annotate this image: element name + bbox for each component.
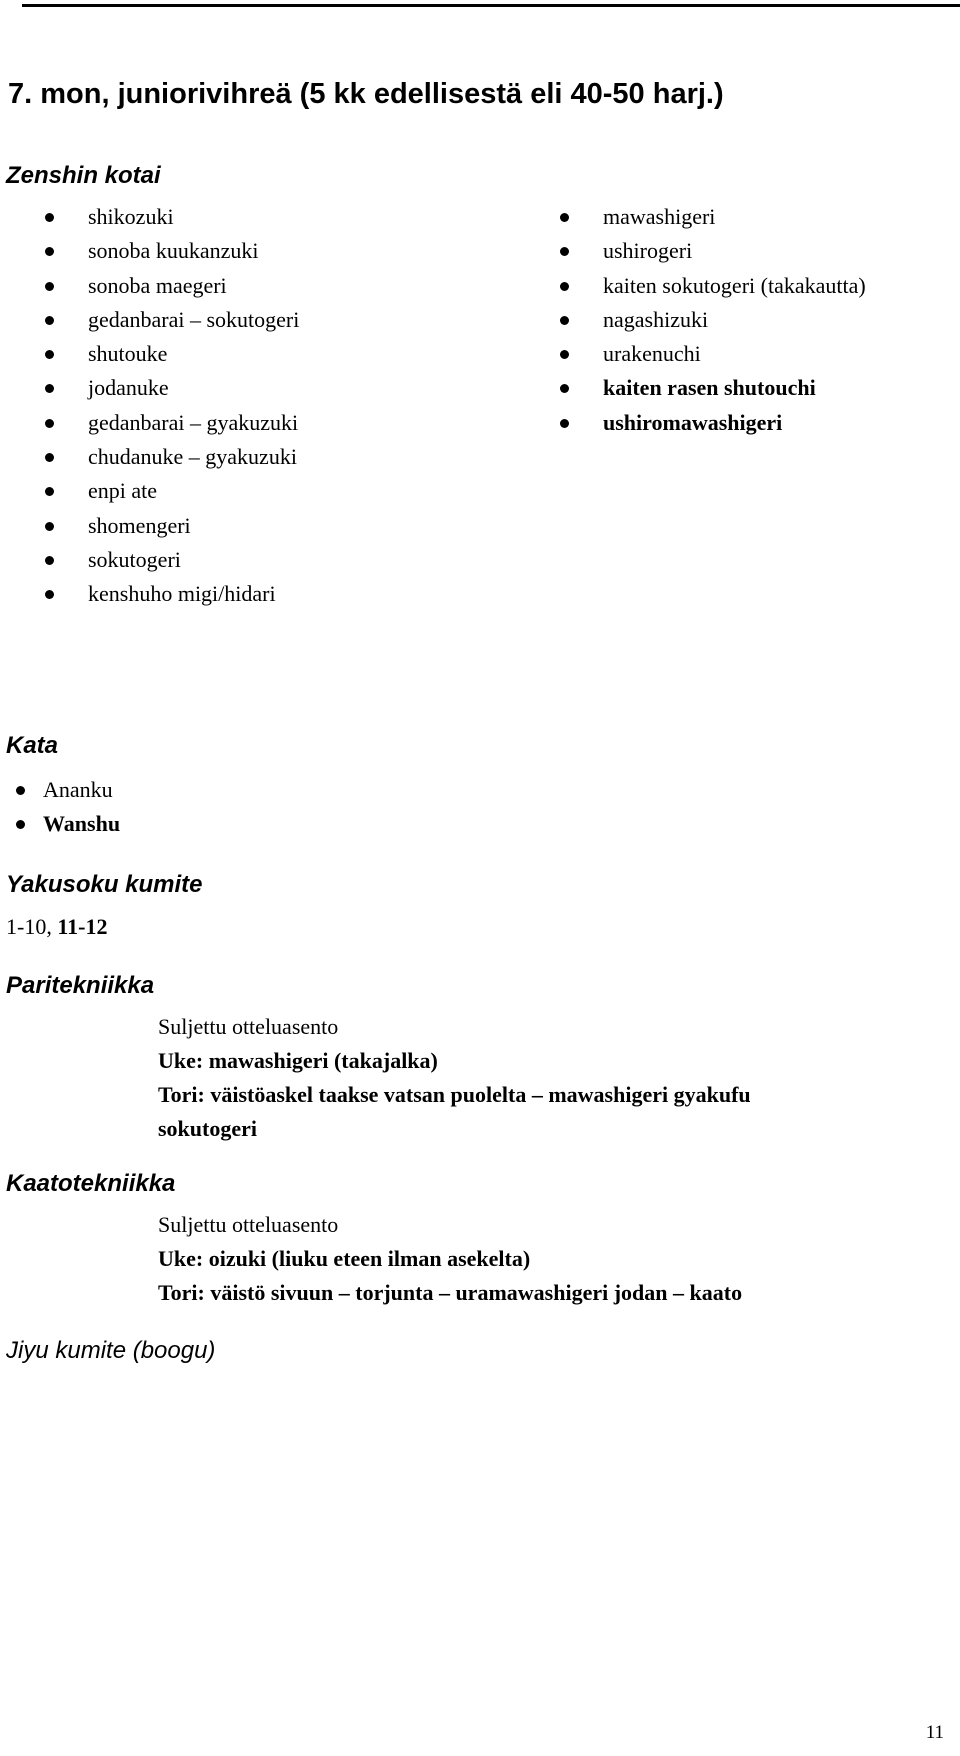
- list-item-label: shomengeri: [88, 512, 191, 538]
- section-heading-jiyu: Jiyu kumite (boogu): [6, 1337, 216, 1364]
- list-item: [45, 577, 299, 611]
- list-item: [45, 509, 299, 543]
- list-item: [560, 337, 866, 371]
- bullet-icon: [45, 522, 54, 531]
- bullet-icon: [560, 316, 569, 325]
- bullet-icon: [560, 419, 569, 428]
- section-heading-pari: Paritekniikka: [6, 972, 155, 999]
- pari-line-4: sokutogeri: [158, 1116, 257, 1141]
- kaato-line-3: Tori: väistö sivuun – torjunta – uramawashigeri jodan – kaato: [158, 1280, 743, 1305]
- list-item-label: ushirogeri: [603, 238, 693, 264]
- list-item: [45, 440, 299, 474]
- kata-list: [16, 773, 120, 842]
- section-heading-zenshin: Zenshin kotai: [6, 162, 161, 189]
- list-item-label: sonoba maegeri: [88, 272, 227, 298]
- bullet-icon: [560, 282, 569, 291]
- pari-line-2: Uke: mawashigeri (takajalka): [158, 1048, 438, 1073]
- kaato-line-2: Uke: oizuki (liuku eteen ilman asekelta): [158, 1246, 531, 1271]
- list-item-label: gedanbarai – gyakuzuki: [88, 409, 299, 435]
- list-item: [16, 773, 120, 807]
- yakusoku-text: [6, 910, 107, 944]
- yakusoku-bold: 11-12: [57, 914, 108, 939]
- list-item: [560, 234, 866, 268]
- list-item: [560, 200, 866, 234]
- bullet-icon: [45, 419, 54, 428]
- list-item-label: enpi ate: [88, 478, 158, 504]
- list-item-label: gedanbarai – sokutogeri: [88, 306, 300, 332]
- list-item-label: shutouke: [88, 341, 168, 367]
- list-item: [45, 303, 299, 337]
- list-item: [45, 200, 299, 234]
- list-item-label: sonoba kuukanzuki: [88, 238, 259, 264]
- bullet-icon: [45, 556, 54, 565]
- list-item: [45, 234, 299, 268]
- list-item-label: kaiten rasen shutouchi: [603, 375, 816, 401]
- list-item: [560, 406, 866, 440]
- list-item: [45, 474, 299, 508]
- list-item-label: mawashigeri: [603, 204, 716, 229]
- kaato-line-1: Suljettu otteluasento: [158, 1212, 339, 1237]
- list-item-label: kaiten sokutogeri (takakautta): [603, 272, 866, 298]
- list-item-label: urakenuchi: [603, 341, 701, 367]
- pari-line-1: Suljettu otteluasento: [158, 1014, 339, 1039]
- list-item: [45, 337, 299, 371]
- list-item: [45, 406, 299, 440]
- section-heading-kaato: Kaatotekniikka: [6, 1170, 176, 1197]
- list-item-label: Wanshu: [43, 811, 121, 837]
- pari-block: [158, 1010, 751, 1146]
- list-item-label: Ananku: [43, 777, 113, 802]
- page-number: 11: [925, 1722, 944, 1743]
- list-item-label: sokutogeri: [88, 546, 181, 572]
- zenshin-right-list: [560, 200, 866, 440]
- list-item-label: ushiromawashigeri: [603, 409, 783, 435]
- zenshin-left-list: [45, 200, 299, 612]
- bullet-icon: [560, 213, 569, 222]
- bullet-icon: [45, 282, 54, 291]
- list-item-label: jodanuke: [88, 375, 169, 401]
- list-item-label: nagashizuki: [603, 306, 709, 332]
- bullet-icon: [16, 786, 25, 795]
- list-item: [560, 303, 866, 337]
- list-item: [560, 371, 866, 405]
- bullet-icon: [45, 453, 54, 462]
- list-item-label: shikozuki: [88, 204, 174, 229]
- list-item-label: kenshuho migi/hidari: [88, 581, 276, 607]
- list-item: [45, 543, 299, 577]
- bullet-icon: [45, 213, 54, 222]
- pari-line-3: Tori: väistöaskel taakse vatsan puolelta – mawashigeri gyakufu: [158, 1082, 751, 1107]
- page-title: 7. mon, juniorivihreä (5 kk edellisestä eli 40-50 harj.): [8, 78, 724, 110]
- top-rule: [22, 4, 960, 7]
- list-item: [560, 269, 866, 303]
- section-heading-yakusoku: Yakusoku kumite: [6, 871, 203, 898]
- list-item: [45, 371, 299, 405]
- bullet-icon: [45, 316, 54, 325]
- section-heading-kata: Kata: [6, 732, 59, 759]
- list-item: [16, 807, 120, 841]
- list-item: [45, 269, 299, 303]
- kaato-block: [158, 1208, 742, 1310]
- list-item-label: chudanuke – gyakuzuki: [88, 444, 297, 470]
- yakusoku-normal: 1-10,: [6, 914, 58, 939]
